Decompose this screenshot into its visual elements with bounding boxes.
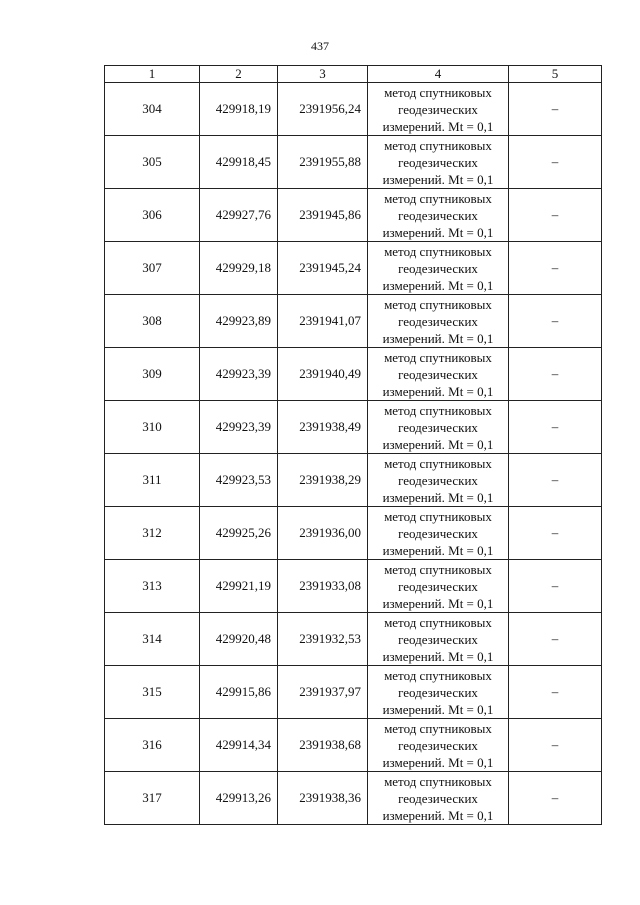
y-coordinate-cell: 2391932,53 <box>278 613 368 666</box>
y-coordinate-cell: 2391940,49 <box>278 348 368 401</box>
method-line: метод спутниковых <box>384 455 492 471</box>
method-line: геодезических <box>398 737 478 753</box>
y-coordinate-cell: 2391938,68 <box>278 719 368 772</box>
note-cell: – <box>509 560 602 613</box>
point-number-cell: 307 <box>105 242 200 295</box>
method-cell <box>368 242 509 295</box>
table-row <box>105 666 602 719</box>
x-coordinate-cell: 429918,19 <box>200 83 278 136</box>
note-cell: – <box>509 83 602 136</box>
method-line: метод спутниковых <box>384 508 492 524</box>
method-cell <box>368 348 509 401</box>
method-line: геодезических <box>398 101 478 117</box>
method-line: метод спутниковых <box>384 190 492 206</box>
page-number: 437 <box>311 39 329 53</box>
table-row <box>105 242 602 295</box>
x-coordinate-cell: 429923,39 <box>200 401 278 454</box>
method-cell <box>368 772 509 825</box>
point-number-cell: 313 <box>105 560 200 613</box>
method-cell <box>368 666 509 719</box>
table-row <box>105 507 602 560</box>
table-row <box>105 83 602 136</box>
note-cell: – <box>509 401 602 454</box>
method-line: геодезических <box>398 684 478 700</box>
point-number-cell: 317 <box>105 772 200 825</box>
point-number-cell: 310 <box>105 401 200 454</box>
method-line: метод спутниковых <box>384 84 492 100</box>
method-line: геодезических <box>398 154 478 170</box>
x-coordinate-cell: 429913,26 <box>200 772 278 825</box>
column-header-5: 5 <box>509 66 602 83</box>
method-line: измерений. Mt = 0,1 <box>382 224 494 240</box>
table-row <box>105 136 602 189</box>
point-number-cell: 315 <box>105 666 200 719</box>
method-line: метод спутниковых <box>384 720 492 736</box>
note-cell: – <box>509 242 602 295</box>
note-cell: – <box>509 454 602 507</box>
note-cell: – <box>509 613 602 666</box>
method-cell <box>368 454 509 507</box>
method-line: геодезических <box>398 366 478 382</box>
method-line: геодезических <box>398 525 478 541</box>
point-number-cell: 312 <box>105 507 200 560</box>
method-line: геодезических <box>398 419 478 435</box>
x-coordinate-cell: 429923,39 <box>200 348 278 401</box>
y-coordinate-cell: 2391938,36 <box>278 772 368 825</box>
table-body <box>105 83 602 825</box>
method-cell <box>368 83 509 136</box>
method-line: геодезических <box>398 260 478 276</box>
method-line: метод спутниковых <box>384 773 492 789</box>
method-cell <box>368 401 509 454</box>
x-coordinate-cell: 429923,53 <box>200 454 278 507</box>
method-line: измерений. Mt = 0,1 <box>382 542 494 558</box>
method-line: геодезических <box>398 472 478 488</box>
method-line: метод спутниковых <box>384 402 492 418</box>
point-number-cell: 316 <box>105 719 200 772</box>
method-line: геодезических <box>398 313 478 329</box>
note-cell: – <box>509 189 602 242</box>
method-line: измерений. Mt = 0,1 <box>382 277 494 293</box>
x-coordinate-cell: 429915,86 <box>200 666 278 719</box>
method-line: метод спутниковых <box>384 296 492 312</box>
y-coordinate-cell: 2391936,00 <box>278 507 368 560</box>
point-number-cell: 311 <box>105 454 200 507</box>
x-coordinate-cell: 429920,48 <box>200 613 278 666</box>
method-line: измерений. Mt = 0,1 <box>382 330 494 346</box>
table-row <box>105 772 602 825</box>
point-number-cell: 305 <box>105 136 200 189</box>
method-line: измерений. Mt = 0,1 <box>382 118 494 134</box>
coordinates-table <box>104 65 602 825</box>
x-coordinate-cell: 429925,26 <box>200 507 278 560</box>
method-line: метод спутниковых <box>384 349 492 365</box>
method-line: измерений. Mt = 0,1 <box>382 489 494 505</box>
method-line: метод спутниковых <box>384 667 492 683</box>
method-line: измерений. Mt = 0,1 <box>382 807 494 823</box>
column-header-4: 4 <box>368 66 509 83</box>
point-number-cell: 304 <box>105 83 200 136</box>
note-cell: – <box>509 772 602 825</box>
table-row <box>105 348 602 401</box>
method-line: метод спутниковых <box>384 561 492 577</box>
method-cell <box>368 507 509 560</box>
x-coordinate-cell: 429918,45 <box>200 136 278 189</box>
method-line: геодезических <box>398 207 478 223</box>
y-coordinate-cell: 2391937,97 <box>278 666 368 719</box>
method-cell <box>368 719 509 772</box>
method-line: метод спутниковых <box>384 137 492 153</box>
method-cell <box>368 295 509 348</box>
note-cell: – <box>509 348 602 401</box>
method-line: измерений. Mt = 0,1 <box>382 171 494 187</box>
method-line: геодезических <box>398 790 478 806</box>
note-cell: – <box>509 719 602 772</box>
method-cell <box>368 613 509 666</box>
note-cell: – <box>509 507 602 560</box>
table-row <box>105 613 602 666</box>
y-coordinate-cell: 2391938,29 <box>278 454 368 507</box>
method-line: геодезических <box>398 578 478 594</box>
method-line: геодезических <box>398 631 478 647</box>
table-row <box>105 401 602 454</box>
y-coordinate-cell: 2391941,07 <box>278 295 368 348</box>
point-number-cell: 306 <box>105 189 200 242</box>
table-row <box>105 719 602 772</box>
method-line: измерений. Mt = 0,1 <box>382 701 494 717</box>
method-cell <box>368 189 509 242</box>
table-row <box>105 189 602 242</box>
x-coordinate-cell: 429923,89 <box>200 295 278 348</box>
method-line: измерений. Mt = 0,1 <box>382 595 494 611</box>
column-header-3: 3 <box>278 66 368 83</box>
note-cell: – <box>509 136 602 189</box>
method-line: метод спутниковых <box>384 243 492 259</box>
method-line: метод спутниковых <box>384 614 492 630</box>
column-header-2: 2 <box>200 66 278 83</box>
column-header-1: 1 <box>105 66 200 83</box>
y-coordinate-cell: 2391945,24 <box>278 242 368 295</box>
x-coordinate-cell: 429927,76 <box>200 189 278 242</box>
y-coordinate-cell: 2391956,24 <box>278 83 368 136</box>
method-line: измерений. Mt = 0,1 <box>382 436 494 452</box>
note-cell: – <box>509 295 602 348</box>
table-row <box>105 295 602 348</box>
note-cell: – <box>509 666 602 719</box>
method-line: измерений. Mt = 0,1 <box>382 648 494 664</box>
y-coordinate-cell: 2391955,88 <box>278 136 368 189</box>
table-header-row <box>105 66 602 83</box>
method-line: измерений. Mt = 0,1 <box>382 754 494 770</box>
point-number-cell: 309 <box>105 348 200 401</box>
table-row <box>105 454 602 507</box>
method-cell <box>368 560 509 613</box>
point-number-cell: 314 <box>105 613 200 666</box>
method-cell <box>368 136 509 189</box>
method-line: измерений. Mt = 0,1 <box>382 383 494 399</box>
table-row <box>105 560 602 613</box>
y-coordinate-cell: 2391945,86 <box>278 189 368 242</box>
point-number-cell: 308 <box>105 295 200 348</box>
x-coordinate-cell: 429929,18 <box>200 242 278 295</box>
y-coordinate-cell: 2391933,08 <box>278 560 368 613</box>
y-coordinate-cell: 2391938,49 <box>278 401 368 454</box>
x-coordinate-cell: 429921,19 <box>200 560 278 613</box>
x-coordinate-cell: 429914,34 <box>200 719 278 772</box>
